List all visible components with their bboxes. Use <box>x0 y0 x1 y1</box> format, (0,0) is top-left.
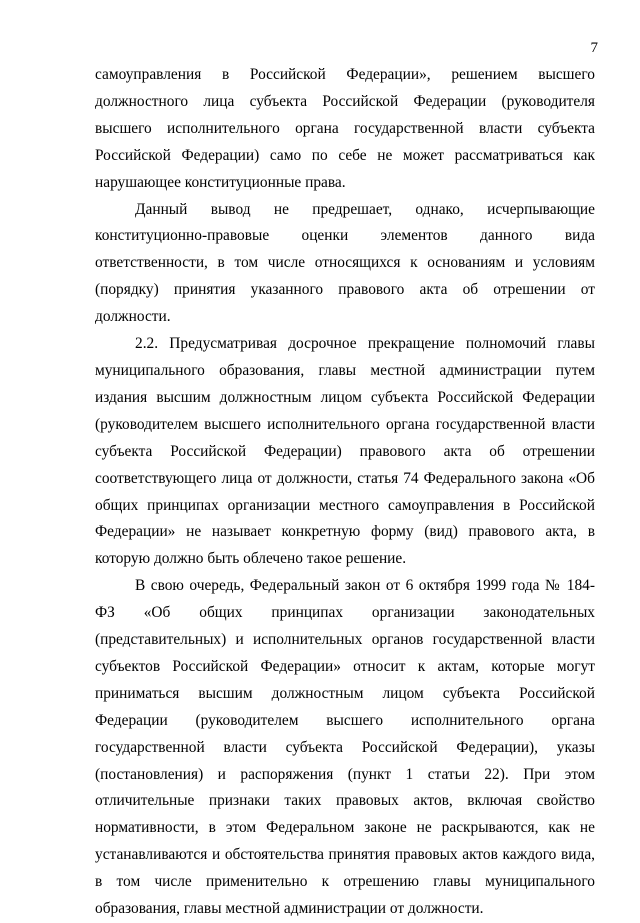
paragraph-conclusion: Данный вывод не предрешает, однако, исчерпывающие конституционно-правовые оценки элементов данного вида ответственности, в том числе относящихся к основаниям и условиям (порядку) принятия указанного правового акта об отрешении от должности. <box>95 200 595 326</box>
paragraph-continuation: самоуправления в Российской Федерации», решением высшего должностного лица субъекта Российской Федерации (руководителя высшего исполнительного органа государственной власти субъекта Российской Федерации) само по себе не может рассматриваться как нарушающее конституционные права. <box>95 66 595 191</box>
page-number: 7 <box>590 40 598 56</box>
document-body <box>95 62 595 923</box>
paragraph-section-2-2: 2.2. Предусматривая досрочное прекращение полномочий главы муниципального образования, главы местной администрации путем издания высшим должностным лицом субъекта Российской Федерации (руководителем высшего исполнительного органа государственной власти субъекта Российской Федерации) правового акта об отрешении соответствующего лица от должности, статья 74 Федерального закона «Об общих принципах организации местного самоуправления в Российской Федерации» не называет конкретную форму (вид) правового акта, в которую должно быть облечено такое решение. <box>95 335 595 568</box>
paragraph-federal-law: В свою очередь, Федеральный закон от 6 октября 1999 года № 184-ФЗ «Об общих принципах организации законодательных (представительных) и исполнительных органов государственной власти субъектов Российской Федерации» относит к актам, которые могут приниматься высшим должностным лицом субъекта Российской Федерации (руководителем высшего исполнительного органа государственной власти субъекта Российской Федерации), указы (постановления) и распоряжения (пункт 1 статьи 22). При этом отличительные признаки таких правовых актов, включая свойство нормативности, в этом Федеральном законе не раскрываются, как не устанавливаются и обстоятельства принятия правовых актов каждого вида, в том числе применительно к отрешению главы муниципального образования, главы местной администрации от должности. <box>95 577 595 918</box>
